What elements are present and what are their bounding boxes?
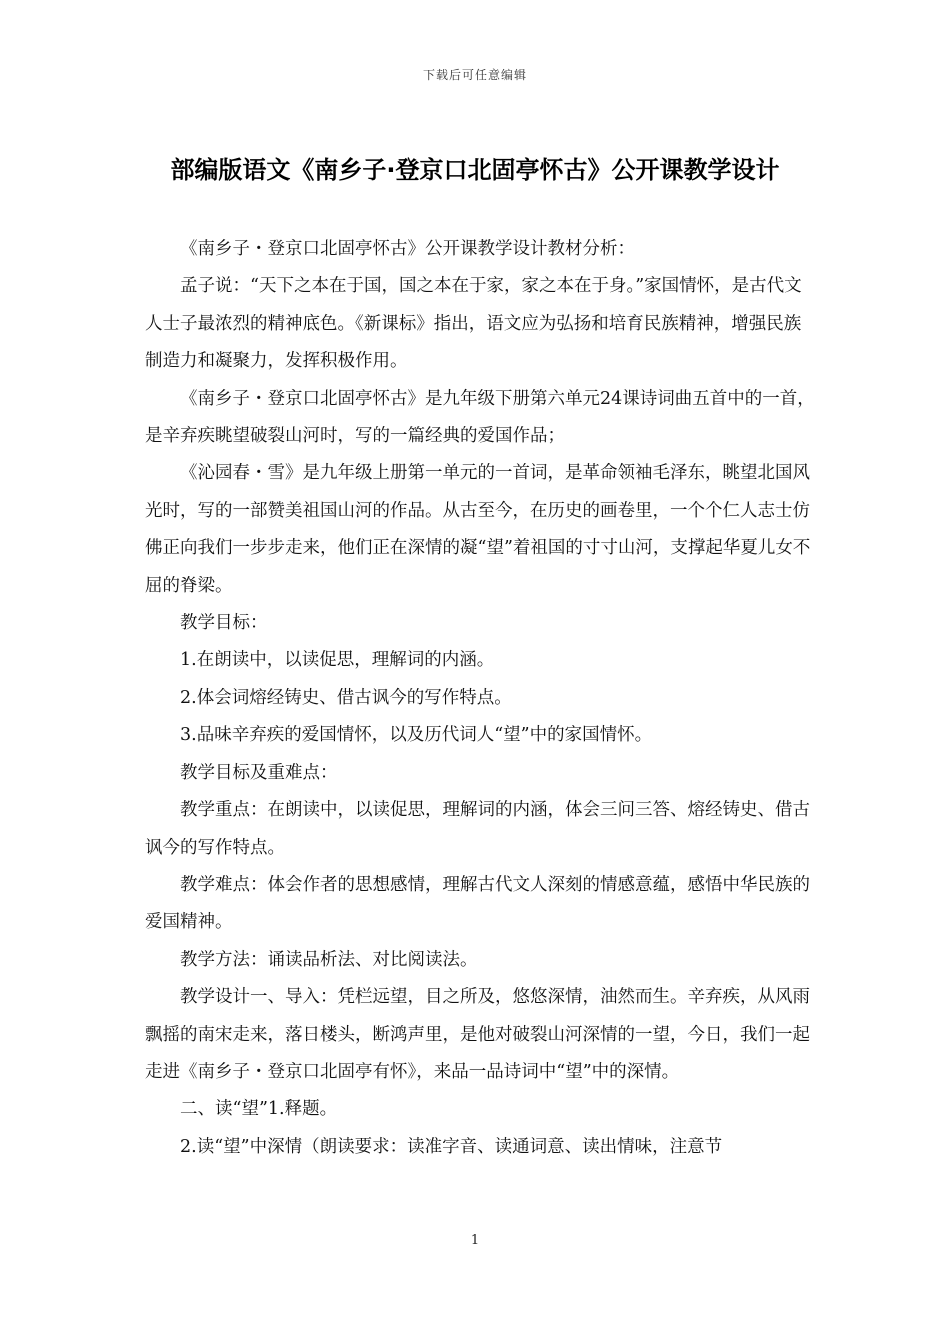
paragraph-15: 2.读“望”中深情（朗读要求：读准字音、读通词意、读出情味，注意节 xyxy=(180,1136,723,1157)
page-number: 1 xyxy=(470,1233,480,1248)
paragraph-12: 教学方法：诵读品析法、对比阅读法。 xyxy=(180,949,478,970)
paragraph-5: 教学目标： xyxy=(180,613,268,634)
paragraph-2: 孟子说：“天下之本在于国，国之本在于家，家之本在于身。”家国情怀，是古代文人士子最浓烈的精神底色。《新课标》指出，语文应为弘扬和培育民族精神，增强民族制造力和凝聚力，发挥积极作用。 xyxy=(145,276,802,372)
paragraph-10: 教学重点：在朗读中，以读促思，理解词的内涵，体会三问三答、熔经铸史、借古讽今的写作特点。 xyxy=(145,800,810,858)
paragraph-13: 教学设计一、导入：凭栏远望，目之所及，悠悠深情，油然而生。辛弃疾，从风雨飘摇的南宋走来，落日楼头，断鸿声里，是他对破裂山河深情的一望，今日，我们一起走进《南乡子・登京口北固亭有怀》，来品一品诗词中“望”中的深情。 xyxy=(145,987,810,1082)
paragraph-4: 《沁园春・雪》是九年级上册第一单元的一首词，是革命领袖毛泽东，眺望北国风光时，写的一部赞美祖国山河的作品。从古至今，在历史的画卷里，一个个仁人志士仿佛正向我们一步步走来，他们正在深情的凝“望”着祖国的寸寸山河，支撑起华夏儿女不屈的脊梁。 xyxy=(145,463,811,596)
document-body xyxy=(145,231,817,1166)
paragraph-7: 2.体会词熔经铸史、借古讽今的写作特点。 xyxy=(180,687,512,708)
document-title: 部编版语文《南乡子·登京口北固亭怀古》公开课教学设计 xyxy=(170,156,780,184)
paragraph-1: 《南乡子・登京口北固亭怀古》公开课教学设计教材分析： xyxy=(180,239,635,259)
paragraph-11: 教学难点：体会作者的思想感情，理解古代文人深刻的情感意蕴，感悟中华民族的爱国精神。 xyxy=(145,874,810,933)
paragraph-3: 《南乡子・登京口北固亭怀古》是九年级下册第六单元24课诗词曲五首中的一首，是辛弃疾眺望破裂山河时，写的一篇经典的爱国作品； xyxy=(145,388,815,447)
paragraph-8: 3.品味辛弃疾的爱国情怀，以及历代词人“望”中的家国情怀。 xyxy=(180,725,653,746)
paragraph-9: 教学目标及重难点： xyxy=(180,762,338,783)
paragraph-14: 二、读“望”1.释题。 xyxy=(180,1099,338,1120)
header-note: 下载后可任意编辑 xyxy=(422,68,527,82)
paragraph-6: 1.在朗读中，以读促思，理解词的内涵。 xyxy=(180,650,495,671)
